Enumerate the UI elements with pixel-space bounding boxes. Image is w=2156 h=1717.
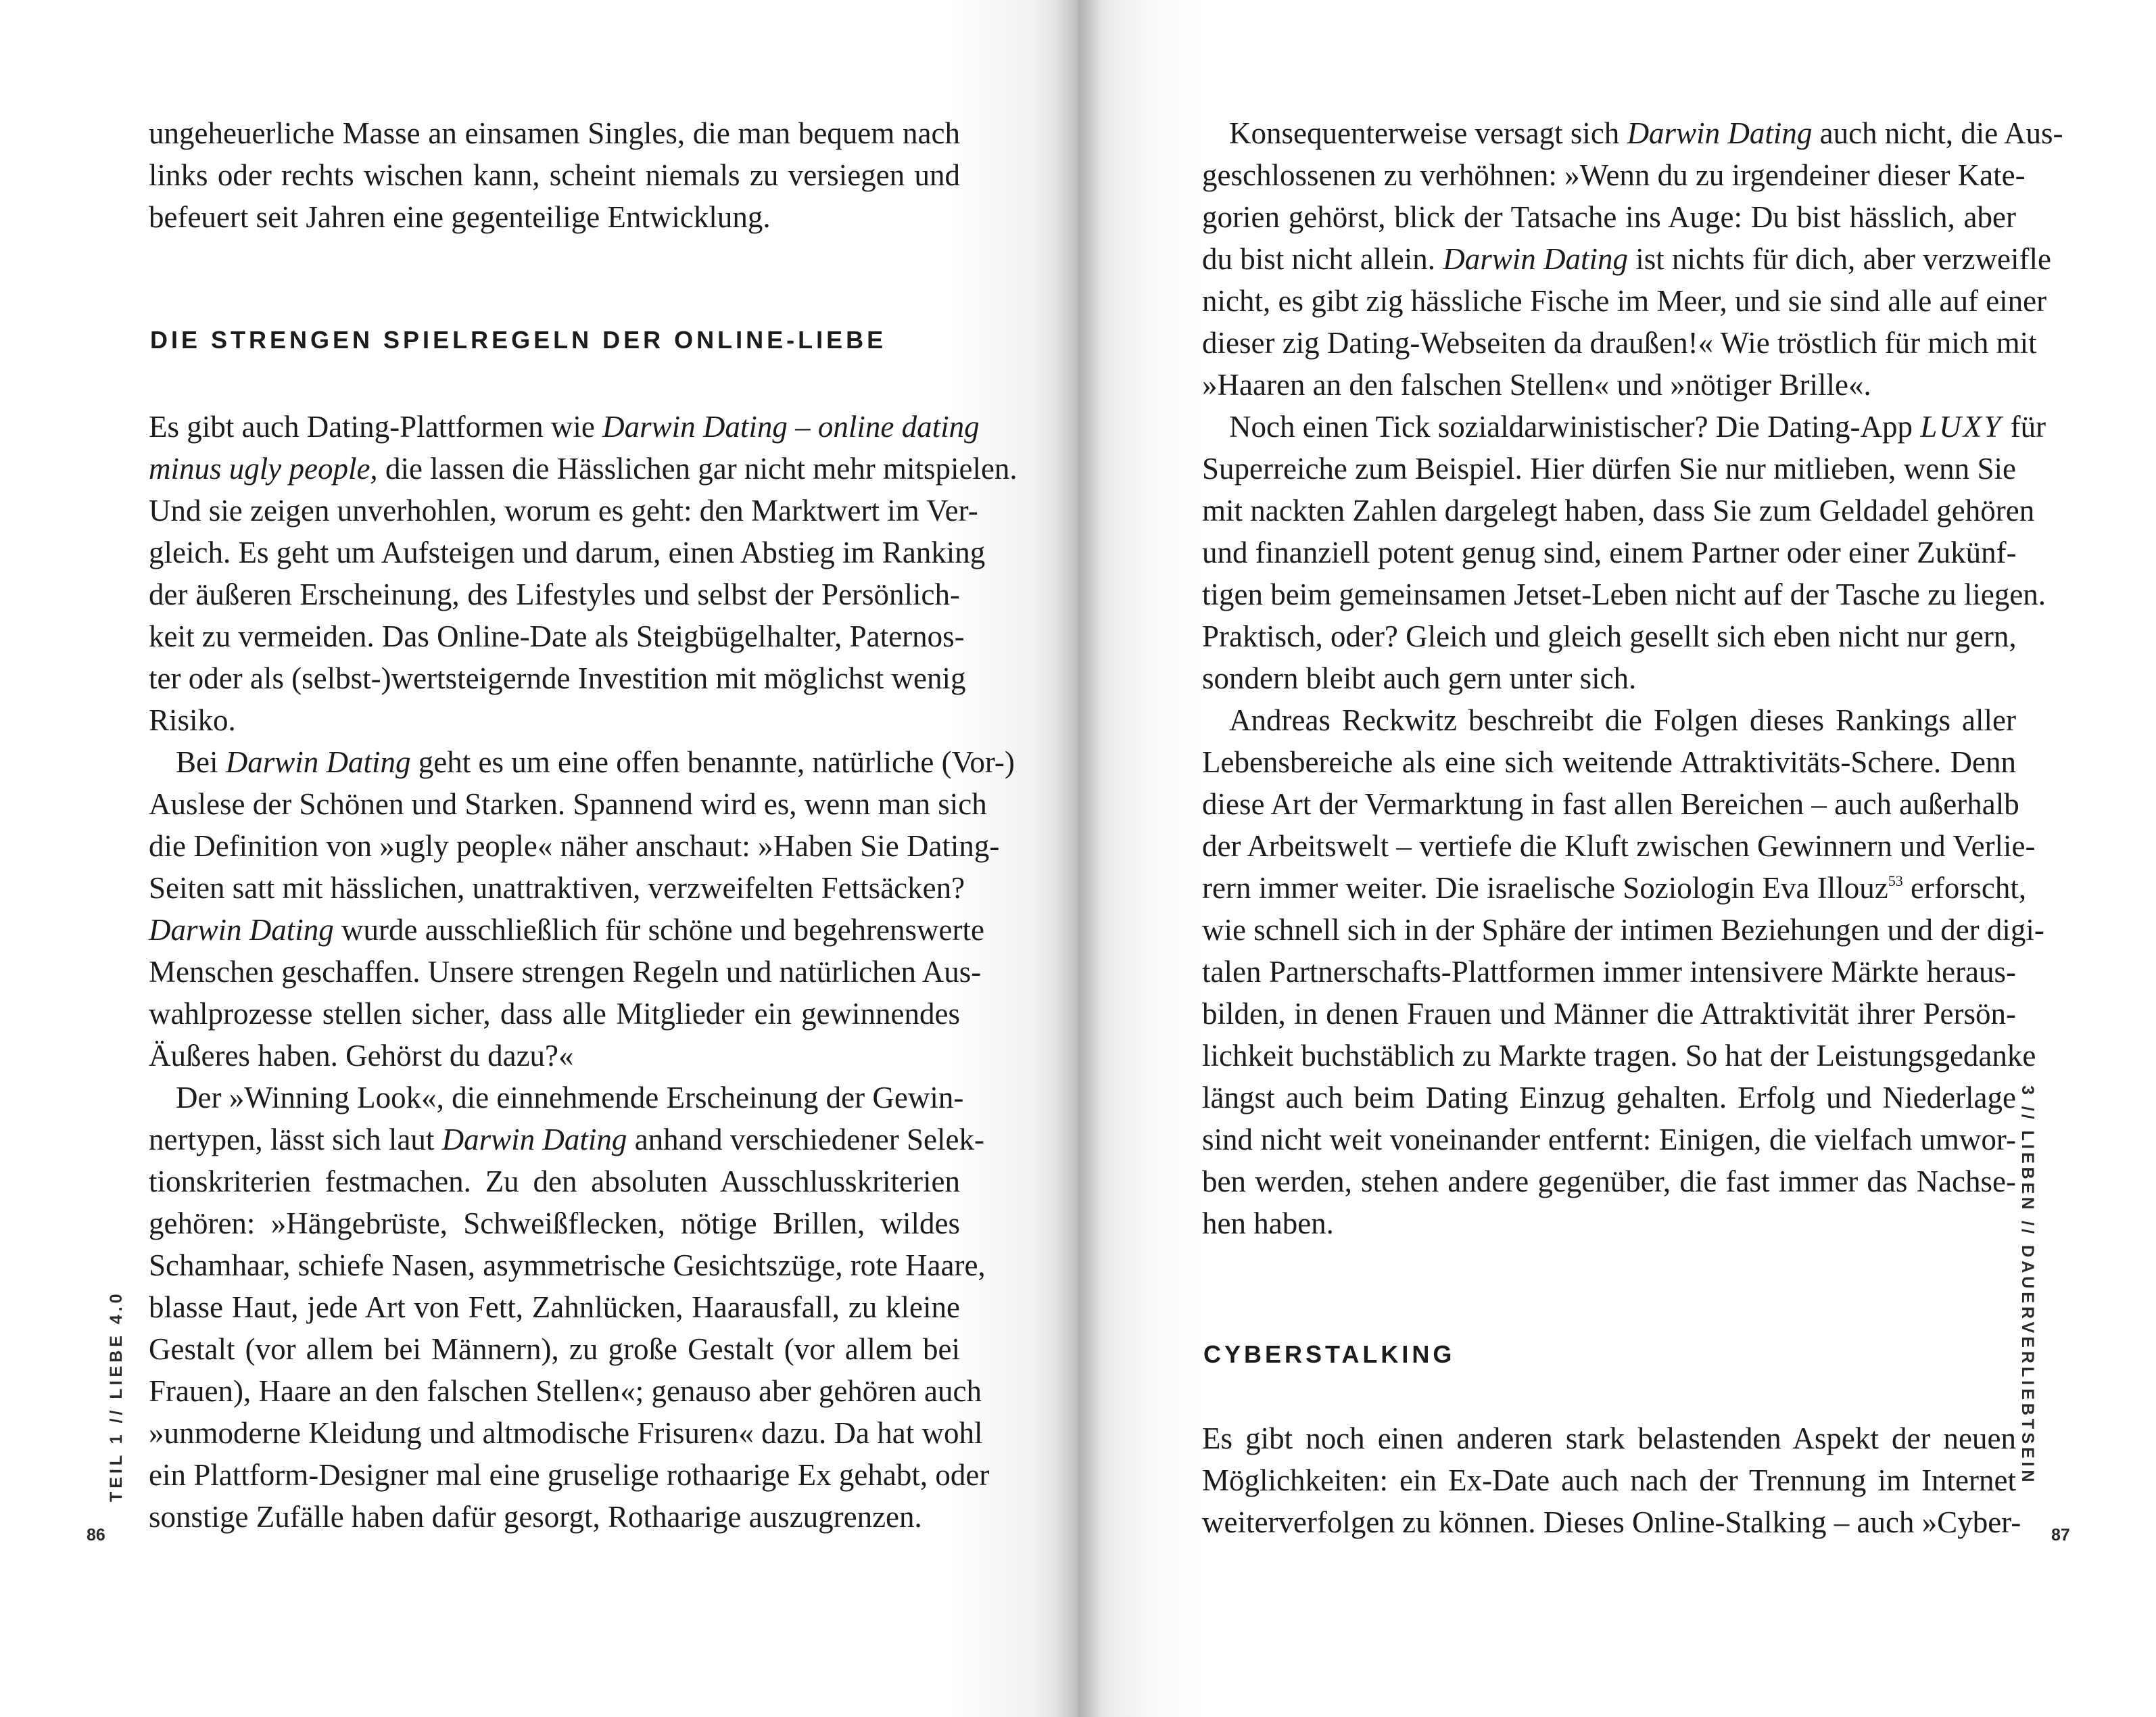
text-line: Frauen), Haare an den falschen Stellen«; genauso aber gehören auch	[149, 1374, 982, 1408]
text-line: Menschen geschaffen. Unsere strengen Regeln und natürlichen Aus-	[149, 955, 982, 989]
text-line	[149, 448, 1017, 490]
text-line	[1202, 112, 2063, 154]
text-line	[149, 406, 980, 448]
text-line: talen Partnerschafts-Plattformen immer intensivere Märkte heraus-	[1202, 955, 2016, 989]
text-line: ter oder als (selbst-)wertsteigernde Investition mit möglichst wenig	[149, 661, 966, 695]
text-line: gorien gehörst, blick der Tatsache ins Auge: Du bist hässlich, aber	[1202, 200, 2016, 234]
text-line: und finanziell potent genug sind, einem Partner oder einer Zukünf-	[1202, 536, 2017, 569]
text-line: »unmoderne Kleidung und altmodische Frisuren« dazu. Da hat wohl	[149, 1416, 983, 1450]
text-run: anhand verschiedener Selek-	[627, 1123, 984, 1156]
page-number-left: 86	[87, 1526, 105, 1545]
text-line: sondern bleibt auch gern unter sich.	[1202, 661, 1637, 695]
text-line: »Haaren an den falschen Stellen« und »nötiger Brille«.	[1202, 368, 1871, 402]
text-line: Seiten satt mit hässlichen, unattraktiven, verzweifelten Fettsäcken?	[149, 871, 965, 905]
text-line: Andreas Reckwitz beschreibt die Folgen dieses Rankings aller	[1229, 703, 2016, 737]
text-line: Praktisch, oder? Gleich und gleich gesellt sich eben nicht nur gern,	[1202, 619, 2017, 653]
text-line: sonstige Zufälle haben dafür gesorgt, Rothaarige auszugrenzen.	[149, 1500, 922, 1534]
text-line: befeuert seit Jahren eine gegenteilige Entwicklung.	[149, 200, 771, 234]
text-run: du bist nicht allein.	[1202, 242, 1443, 276]
text-line	[149, 1119, 984, 1160]
text-line: tionskriterien festmachen. Zu den absoluten Ausschlusskriterien	[149, 1165, 960, 1198]
text-line: wie schnell sich in der Sphäre der intimen Beziehungen und der digi-	[1202, 913, 2044, 947]
italic-title: minus ugly people,	[149, 452, 378, 486]
running-head-left: TEIL 1 // LIEBE 4.0	[107, 1290, 126, 1502]
text-line: Lebensbereiche als eine sich weitende Attraktivitäts-Schere. Denn	[1202, 745, 2016, 779]
page-number-right: 87	[2051, 1526, 2070, 1545]
text-run: für	[2003, 410, 2046, 444]
text-line: links oder rechts wischen kann, scheint niemals zu versiegen und	[149, 158, 960, 192]
text-line: Möglichkeiten: ein Ex-Date auch nach der Trennung im Internet	[1202, 1463, 2016, 1497]
footnote-marker: 53	[1888, 872, 1903, 889]
right-paragraph-3	[1202, 699, 2044, 1244]
text-run: Bei	[176, 745, 226, 779]
italic-title: Darwin Dating	[1627, 116, 1813, 150]
text-line: blasse Haut, jede Art von Fett, Zahnlücken, Haarausfall, zu kleine	[149, 1290, 960, 1324]
text-line: geschlossenen zu verhöhnen: »Wenn du zu irgendeiner dieser Kate-	[1202, 158, 2026, 192]
italic-title: Darwin Dating	[1443, 242, 1628, 276]
text-line: wahlprozesse stellen sicher, dass alle Mitglieder ein gewinnendes	[149, 997, 960, 1031]
text-line: tigen beim gemeinsamen Jetset-Leben nicht auf der Tasche zu liegen.	[1202, 578, 2046, 611]
text-run: ist nichts für dich, aber verzweifle	[1627, 242, 2051, 276]
text-line: die Definition von »ugly people« näher anschaut: »Haben Sie Dating-	[149, 829, 1000, 863]
text-run: erforscht,	[1902, 871, 2027, 905]
left-paragraph-1	[149, 406, 1017, 741]
italic-title: Darwin Dating	[149, 913, 334, 947]
text-line: gleich. Es geht um Aufsteigen und darum, einen Abstieg im Ranking	[149, 536, 986, 569]
text-run: geht es um eine offen benannte, natürliche (Vor-)	[410, 745, 1015, 779]
text-line: Äußeres haben. Gehörst du dazu?«	[149, 1039, 574, 1073]
text-line	[1202, 238, 2051, 280]
text-line	[149, 741, 1015, 783]
text-run: rern immer weiter. Die israelische Soziologin Eva Illouz	[1202, 871, 1888, 905]
right-paragraph-1	[1202, 112, 2063, 406]
text-line: hen haben.	[1202, 1206, 1334, 1240]
text-line: weiterverfolgen zu können. Dieses Online-Stalking – auch »Cyber-	[1202, 1505, 2021, 1539]
text-line: Auslese der Schönen und Starken. Spannend wird es, wenn man sich	[149, 787, 987, 821]
italic-title: Darwin Dating – online dating	[602, 410, 980, 444]
running-head-right: 3 // LIEBEN // DAUERVERLIEBTSEIN	[2018, 1085, 2037, 1486]
text-line: Und sie zeigen unverhohlen, worum es geht: den Marktwert im Ver-	[149, 494, 978, 527]
book-gutter	[1055, 0, 1102, 1717]
text-line: ein Plattform-Designer mal eine gruselige rothaarige Ex gehabt, oder	[149, 1458, 990, 1492]
text-line: gehören: »Hängebrüste, Schweißflecken, nötige Brillen, wildes	[149, 1206, 960, 1240]
text-line: mit nackten Zahlen dargelegt haben, dass Sie zum Geldadel gehören	[1202, 494, 2035, 527]
text-line: nicht, es gibt zig hässliche Fische im Meer, und sie sind alle auf einer	[1202, 284, 2047, 318]
left-paragraph-2	[149, 741, 1015, 1077]
text-line: bilden, in denen Frauen und Männer die Attraktivität ihrer Persön-	[1202, 997, 2016, 1031]
text-line: Superreiche zum Beispiel. Hier dürfen Sie nur mitlieben, wenn Sie	[1202, 452, 2016, 486]
italic-title: Darwin Dating	[441, 1123, 627, 1156]
text-line: diese Art der Vermarktung in fast allen Bereichen – auch außerhalb	[1202, 787, 2019, 821]
text-line: Gestalt (vor allem bei Männern), zu große Gestalt (vor allem bei	[149, 1332, 960, 1366]
text-line: der äußeren Erscheinung, des Lifestyles und selbst der Persönlich-	[149, 578, 960, 611]
section-heading: DIE STRENGEN SPIELREGELN DER ONLINE-LIEBE	[150, 326, 887, 354]
text-run: Noch einen Tick sozialdarwinistischer? Die Dating-App	[1229, 410, 1921, 444]
text-line	[1202, 867, 2027, 909]
text-line: Es gibt noch einen anderen stark belastenden Aspekt der neuen	[1202, 1421, 2016, 1455]
right-paragraph-4	[1202, 1417, 2021, 1543]
text-line: der Arbeitswelt – vertiefe die Kluft zwischen Gewinnern und Verlie-	[1202, 829, 2036, 863]
text-line: dieser zig Dating-Webseiten da draußen!« Wie tröstlich für mich mit	[1202, 326, 2037, 360]
text-run: Es gibt auch Dating-Plattformen wie	[149, 410, 603, 444]
text-line: sind nicht weit voneinander entfernt: Einigen, die vielfach umwor-	[1202, 1123, 2016, 1156]
text-line: lichkeit buchstäblich zu Markte tragen. So hat der Leistungsgedanke	[1202, 1039, 2036, 1073]
app-name: LUXY	[1920, 410, 2003, 444]
text-line: Der »Winning Look«, die einnehmende Erscheinung der Gewin-	[176, 1081, 964, 1114]
left-paragraph-3	[149, 1077, 990, 1538]
text-line: Schamhaar, schiefe Nasen, asymmetrische Gesichtszüge, rote Haare,	[149, 1248, 986, 1282]
text-line: ungeheuerliche Masse an einsamen Singles, die man bequem nach	[149, 116, 960, 150]
text-line: keit zu vermeiden. Das Online-Date als Steigbügelhalter, Paternos-	[149, 619, 965, 653]
text-line: Risiko.	[149, 703, 236, 737]
text-line	[1202, 406, 2046, 448]
text-line: ben werden, stehen andere gegenüber, die fast immer das Nachse-	[1202, 1165, 2016, 1198]
text-run: wurde ausschließlich für schöne und begehrenswerte	[333, 913, 984, 947]
text-run: nertypen, lässt sich laut	[149, 1123, 442, 1156]
text-run: Konsequenterweise versagt sich	[1229, 116, 1627, 150]
section-heading: CYBERSTALKING	[1203, 1340, 1456, 1368]
text-run: auch nicht, die Aus-	[1812, 116, 2063, 150]
italic-title: Darwin Dating	[225, 745, 411, 779]
text-run: die lassen die Hässlichen gar nicht mehr mitspielen.	[377, 452, 1017, 486]
right-paragraph-2	[1202, 406, 2046, 699]
left-intro-paragraph	[149, 112, 960, 238]
text-line	[149, 909, 984, 951]
text-line: längst auch beim Dating Einzug gehalten. Erfolg und Niederlage	[1202, 1081, 2016, 1114]
